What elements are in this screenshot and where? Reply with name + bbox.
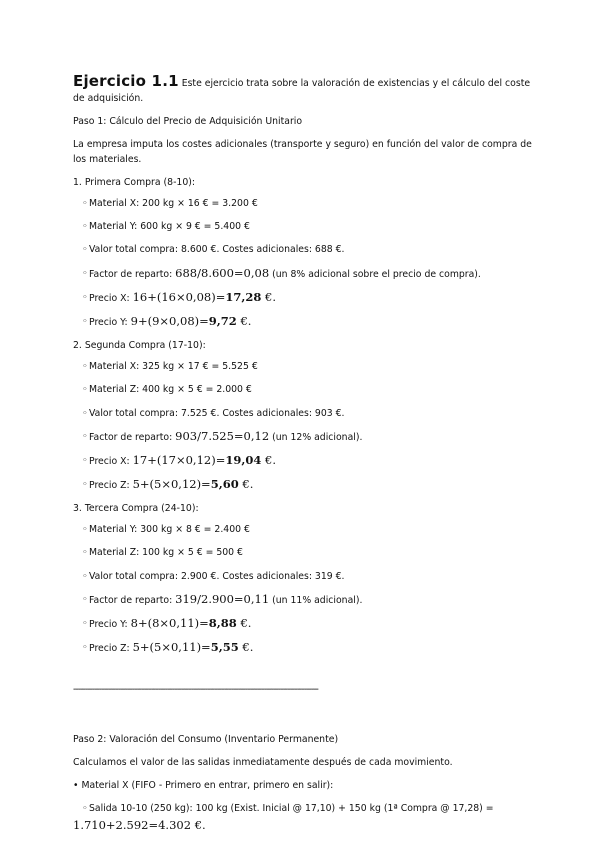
factor-math: 319/2.900=0,11: [175, 591, 270, 606]
item-text: Valor total compra: 2.900 €. Costes adicionales: 319 €.: [89, 570, 345, 582]
precio-item: [73, 616, 533, 632]
compra-heading: 1. Primera Compra (8-10):: [73, 177, 196, 188]
document-title: Ejercicio 1.1: [73, 72, 179, 90]
compra-item: [73, 219, 533, 234]
salida-math: 1.710+2.592=4.302 €.: [73, 818, 206, 833]
precio-label: Precio Y:: [89, 316, 131, 328]
compra-item: [73, 522, 533, 537]
bullet-icon: ◦: [82, 524, 88, 536]
precio-expr: 8+(8×0,11)=: [130, 616, 209, 630]
item-text: Material X: 200 kg × 16 € = 3.200 €: [89, 198, 258, 209]
factor-note: (un 8% adicional sobre el precio de compra).: [269, 268, 481, 280]
precio-expr: 5+(5×0,12)=: [132, 477, 211, 492]
precio-expr: 5+(5×0,11)=: [132, 640, 211, 655]
compra-heading: 3. Tercera Compra (24-10):: [73, 503, 199, 515]
precio-item: [73, 314, 533, 330]
item-text: Material Y: 600 kg × 9 € = 5.400 €: [89, 221, 250, 233]
compra-item: [73, 406, 533, 421]
factor-label: Factor de reparto:: [89, 268, 176, 280]
compras-list: [73, 175, 533, 656]
compra-item: [73, 569, 533, 584]
compra-item: [73, 545, 533, 560]
precio-unit: €.: [261, 452, 276, 467]
precio-result: 5,60: [210, 477, 239, 492]
factor-math: 903/7.525=0,12: [175, 428, 270, 443]
paso2-text: Calculamos el valor de las salidas inmediatamente después de cada movimiento.: [73, 757, 453, 769]
factor-label: Factor de reparto:: [89, 431, 176, 443]
precio-unit: €.: [236, 313, 252, 328]
item-text: Valor total compra: 8.600 €. Costes adicionales: 688 €.: [89, 244, 345, 256]
precio-math: [131, 616, 252, 630]
item-text: Valor total compra: 7.525 €. Costes adicionales: 903 €.: [89, 407, 345, 419]
title-line: [73, 74, 533, 106]
precio-result: 8,88: [208, 616, 237, 630]
precio-unit: €.: [238, 640, 254, 655]
bullet-icon: ◦: [82, 198, 88, 209]
precio-result: 5,55: [210, 640, 239, 655]
compra-item: [73, 382, 533, 397]
factor-note: (un 12% adicional).: [269, 431, 363, 443]
compra-section: [73, 501, 533, 656]
precio-math: [133, 453, 276, 467]
precio-math: [133, 477, 254, 491]
factor-label: Factor de reparto:: [89, 594, 176, 606]
bullet-icon: ◦: [82, 479, 88, 491]
bullet-icon: ◦: [82, 454, 88, 466]
precio-result: 9,72: [208, 313, 237, 328]
salida-text: Salida 10-10 (250 kg): 100 kg (Exist. Inicial @ 17,10) + 150 kg (1ª Compra @ 17,28) =: [89, 803, 494, 815]
item-text: Material Z: 400 kg × 5 € = 2.000 €: [89, 384, 252, 396]
precio-label: Precio Z:: [89, 643, 133, 655]
precio-result: 17,28: [225, 289, 262, 304]
precio-label: Precio X:: [89, 292, 133, 304]
item-text: Material Z: 100 kg × 5 € = 500 €: [89, 547, 243, 559]
paso2-heading: Paso 2: Valoración del Consumo (Inventario Permanente): [73, 734, 339, 746]
precio-item: [73, 453, 533, 469]
material-x-heading: • Material X (FIFO - Primero en entrar, primero en salir):: [73, 780, 334, 792]
precio-unit: €.: [238, 477, 254, 492]
factor-item: [73, 266, 533, 282]
bullet-icon: ◦: [82, 570, 88, 582]
intro-text: Este ejercicio trata sobre la valoración de existencias y el cálculo del coste de adquisición.: [73, 78, 531, 104]
precio-label: Precio X:: [89, 455, 133, 467]
precio-expr: 17+(17×0,12)=: [132, 452, 226, 467]
precio-unit: €.: [261, 289, 276, 304]
compra-heading: 2. Segunda Compra (17-10):: [73, 340, 206, 352]
precio-item: [73, 290, 533, 306]
precio-result: 19,04: [225, 452, 262, 467]
precio-label: Precio Z:: [89, 480, 133, 492]
factor-item: [73, 429, 533, 445]
bullet-icon: ◦: [82, 430, 88, 442]
precio-math: [133, 640, 254, 654]
factor-note: (un 11% adicional).: [269, 594, 363, 606]
bullet-icon: ◦: [82, 384, 88, 396]
bullet-icon: ◦: [82, 642, 88, 654]
bullet-icon: ◦: [82, 407, 88, 419]
bullet-icon: ◦: [82, 547, 88, 559]
item-text: Material X: 325 kg × 17 € = 5.525 €: [89, 361, 258, 373]
compra-section: [73, 175, 533, 330]
precio-math: [133, 290, 276, 304]
factor-math: 688/8.600=0,08: [175, 265, 270, 280]
bullet-icon: ◦: [82, 315, 88, 327]
paso1-heading: Paso 1: Cálculo del Precio de Adquisición Unitario: [73, 116, 303, 127]
compra-section: [73, 338, 533, 493]
salida-item: [73, 801, 533, 816]
document-page: [73, 74, 533, 833]
precio-expr: 9+(9×0,08)=: [130, 313, 209, 328]
precio-label: Precio Y:: [89, 619, 131, 630]
bullet-icon: ◦: [82, 291, 88, 303]
item-text: Material Y: 300 kg × 8 € = 2.400 €: [89, 524, 250, 536]
separator: --------------------------------------------------------------------------------------------------------: [73, 684, 318, 696]
bullet-icon: ◦: [82, 267, 88, 279]
compra-item: [73, 359, 533, 374]
precio-item: [73, 640, 533, 656]
precio-item: [73, 477, 533, 493]
precio-unit: €.: [236, 616, 252, 630]
bullet-icon: ◦: [82, 221, 88, 233]
bullet-icon: ◦: [82, 593, 88, 605]
precio-expr: 16+(16×0,08)=: [132, 289, 226, 304]
compra-item: [73, 196, 533, 211]
precio-math: [131, 314, 252, 328]
bullet-icon: ◦: [82, 803, 88, 815]
bullet-icon: ◦: [82, 244, 88, 256]
compra-item: [73, 242, 533, 257]
bullet-icon: ◦: [82, 618, 88, 629]
paso1-text: La empresa imputa los costes adicionales (transporte y seguro) en función del valor de compra de los materiales.: [73, 139, 532, 165]
factor-item: [73, 592, 533, 608]
bullet-icon: ◦: [82, 361, 88, 373]
